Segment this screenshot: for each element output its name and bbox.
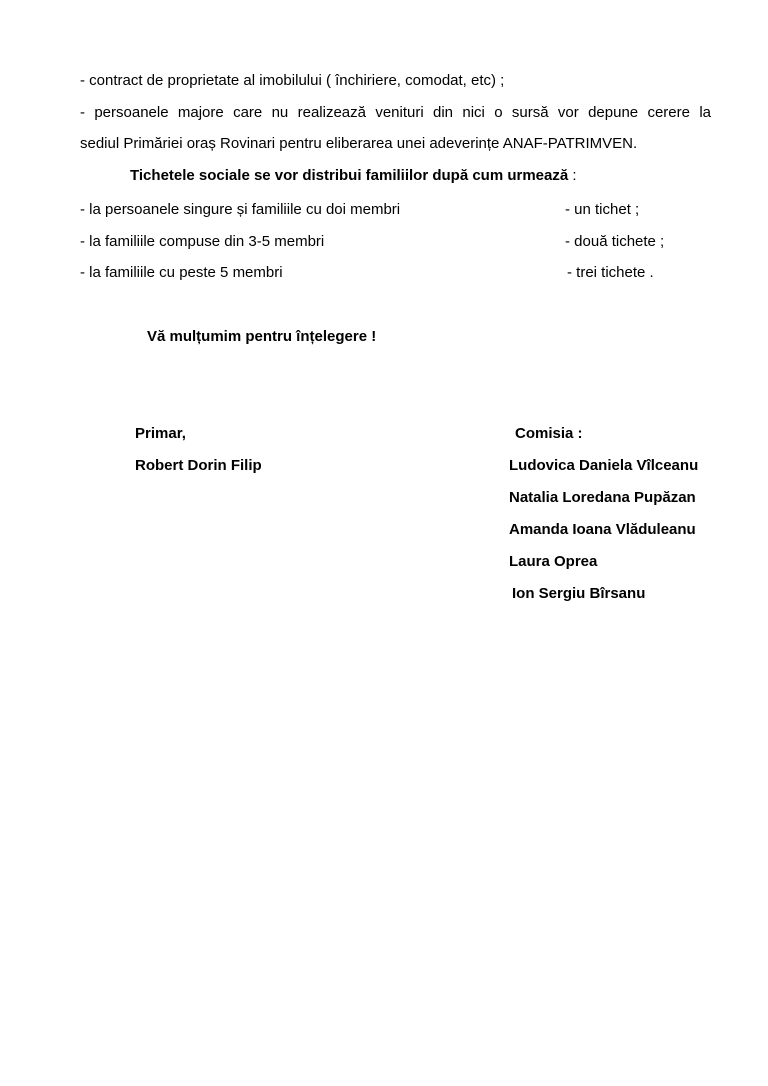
commission-member: Amanda Ioana Vlăduleanu [509, 521, 696, 538]
distribution-row-tickets: - trei tichete . [567, 264, 654, 281]
distribution-row-category: - la persoanele singure și familiile cu doi membri [80, 201, 401, 218]
requirement-no-income-line-2 [80, 134, 637, 154]
distribution-row-tickets: - un tichet ; [565, 201, 640, 218]
commission-member: Ludovica Daniela Vîlceanu [509, 457, 699, 474]
distribution-heading-text: Tichetele sociale se vor distribui familiilor după cum urmează [130, 167, 569, 184]
distribution-heading [130, 166, 577, 186]
anaf-patrimven-label: ANAF-PATRIMVEN. [502, 135, 638, 152]
commission-title: Comisia : [515, 425, 583, 442]
commission-member: Ion Sergiu Bîrsanu [512, 585, 646, 602]
commission-member: Natalia Loredana Pupăzan [509, 489, 696, 506]
requirement-no-income-line-1: - persoanele majore care nu realizează venituri din nici o sursă vor depune cerere la [80, 104, 711, 121]
distribution-heading-colon: : [568, 167, 577, 184]
distribution-row-category: - la familiile cu peste 5 membri [80, 264, 283, 281]
requirement-property-contract: - contract de proprietate al imobilului ( închiriere, comodat, etc) ; [80, 72, 505, 89]
thanks-text: Vă mulțumim pentru înțelegere ! [147, 328, 377, 345]
mayor-name: Robert Dorin Filip [135, 457, 262, 474]
distribution-row-category: - la familiile compuse din 3-5 membri [80, 233, 325, 250]
commission-member: Laura Oprea [509, 553, 598, 570]
requirement-no-income-text: sediul Primăriei oraș Rovinari pentru eliberarea unei adeverințe [80, 135, 503, 152]
mayor-title: Primar, [135, 425, 186, 442]
distribution-row-tickets: - două tichete ; [565, 233, 665, 250]
